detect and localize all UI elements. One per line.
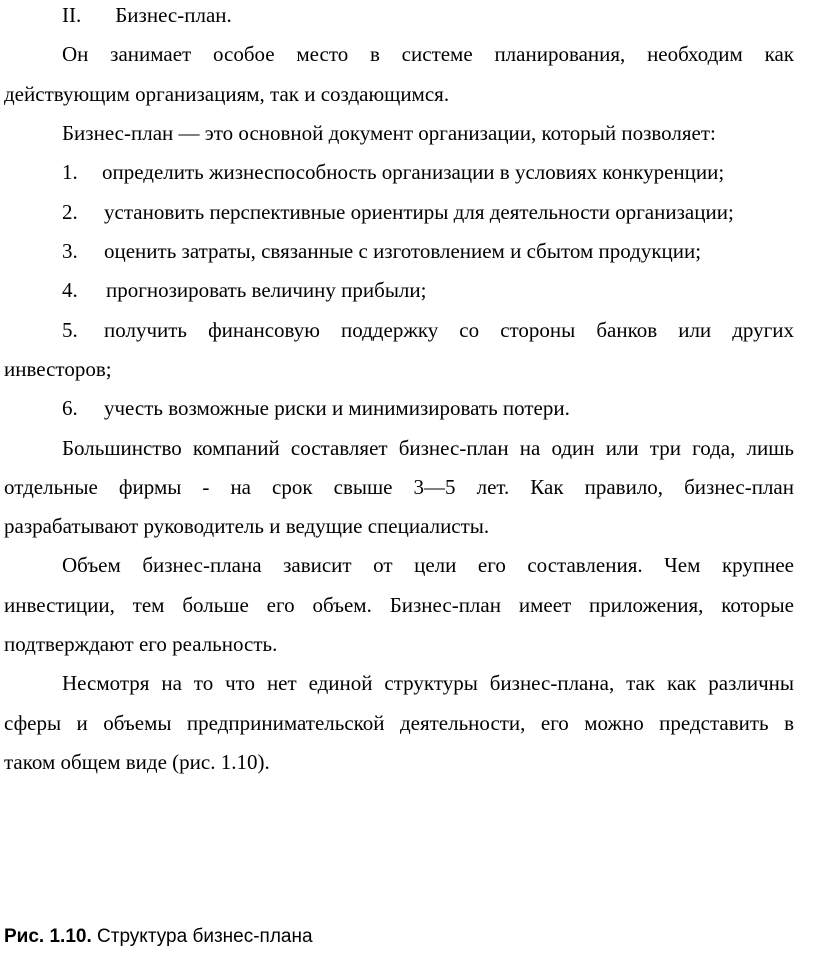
- list-item-number: 5.: [62, 318, 78, 342]
- paragraph-structure-line-3: таком общем виде (рис. 1.10).: [4, 750, 270, 774]
- paragraph-structure-line-2: сферы и объемы предпринимательской деятельности, его можно представить в: [4, 711, 794, 735]
- list-item-number: 1.: [62, 160, 78, 184]
- list-item: [62, 317, 794, 343]
- list-item-text: получить финансовую поддержку со стороны банков или других: [104, 318, 794, 342]
- list-item-text: прогнозировать величину прибыли;: [106, 278, 427, 302]
- list-item-text: установить перспективные ориентиры для деятельности организации;: [104, 200, 734, 224]
- paragraph-duration-line-3: разрабатывают руководитель и ведущие специалисты.: [4, 514, 490, 538]
- paragraph-duration-line-1: Большинство компаний составляет бизнес-план на один или три года, лишь: [62, 436, 794, 460]
- paragraph-volume-line-2: инвестиции, тем больше его объем. Бизнес-план имеет приложения, которые: [4, 593, 794, 617]
- section-heading: [62, 2, 816, 28]
- list-item: [62, 238, 816, 264]
- paragraph-purpose-lead: Бизнес-план — это основной документ организации, который позволяет:: [62, 121, 716, 145]
- list-item-number: 6.: [62, 396, 78, 420]
- paragraph-intro-line-1: Он занимает особое место в системе планирования, необходим как: [62, 42, 794, 66]
- figure-caption: [4, 925, 313, 949]
- paragraph-volume-line-1: Объем бизнес-плана зависит от цели его составления. Чем крупнее: [62, 553, 794, 577]
- figure-caption-label: Рис. 1.10.: [4, 926, 92, 947]
- list-item-number: 3.: [62, 239, 78, 263]
- figure-caption-text: Структура бизнес-плана: [97, 926, 313, 947]
- section-title: Бизнес-план.: [115, 3, 232, 27]
- list-item: [62, 277, 816, 303]
- list-item-text: учесть возможные риски и минимизировать потери.: [104, 396, 570, 420]
- list-item-continuation: инвесторов;: [4, 357, 112, 381]
- list-item: [62, 159, 816, 185]
- paragraph-volume-line-3: подтверждают его реальность.: [4, 632, 278, 656]
- paragraph-intro-line-2: действующим организациям, так и создающимся.: [4, 82, 450, 106]
- list-item-text: определить жизнеспособность организации в условиях конкуренции;: [102, 160, 725, 184]
- list-item: [62, 199, 816, 225]
- list-item-number: 2.: [62, 200, 78, 224]
- paragraph-duration-line-2: отдельные фирмы - на срок свыше 3—5 лет. Как правило, бизнес-план: [4, 475, 794, 499]
- list-item: [62, 395, 816, 421]
- section-number: II.: [62, 3, 82, 27]
- list-item-text: оценить затраты, связанные с изготовлением и сбытом продукции;: [104, 239, 702, 263]
- paragraph-structure-line-1: Несмотря на то что нет единой структуры бизнес-плана, так как различны: [62, 671, 794, 695]
- list-item-number: 4.: [62, 278, 78, 302]
